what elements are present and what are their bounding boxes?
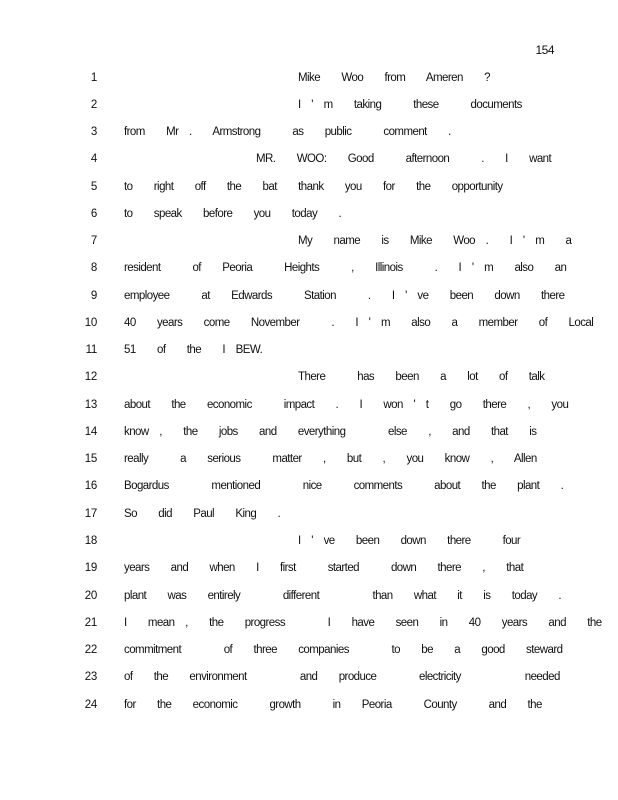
line-text: Mike Woo from Ameren ? — [298, 72, 491, 84]
line-number: 19 — [84, 562, 97, 574]
page-number: 154 — [535, 43, 554, 57]
transcript-line — [0, 288, 618, 304]
line-number: 23 — [84, 671, 97, 683]
line-text: employee at Edwards Station . I ' ve been down there — [124, 290, 565, 302]
line-text: MR. WOO: Good afternoon . I want — [256, 153, 552, 165]
transcript-line — [0, 124, 618, 140]
line-text: 40 years come November . I ' m also a member of Local — [124, 317, 594, 329]
transcript-line — [0, 179, 618, 195]
line-text: I mean , the progress I have seen in 40 years and the — [124, 617, 602, 629]
transcript-line — [0, 506, 618, 522]
line-text: know , the jobs and everything else , and that is — [124, 426, 537, 438]
line-text: really a serious matter , but , you know , Allen — [124, 453, 537, 465]
line-number: 22 — [84, 644, 97, 656]
transcript-line — [0, 451, 618, 467]
transcript-line — [0, 342, 618, 358]
line-number: 3 — [90, 126, 97, 138]
line-number: 12 — [84, 371, 97, 383]
line-text: So did Paul King . — [124, 508, 281, 520]
transcript-line — [0, 697, 618, 713]
transcript-line — [0, 560, 618, 576]
line-number: 1 — [90, 72, 97, 84]
line-text: about the economic impact . I won ' t go there , you — [124, 399, 569, 411]
transcript-line — [0, 206, 618, 222]
line-number: 7 — [90, 235, 97, 247]
line-text: years and when I first started down there , that — [124, 562, 524, 574]
line-text: commitment of three companies to be a good steward — [124, 644, 563, 656]
transcript-line — [0, 478, 618, 494]
transcript-line — [0, 260, 618, 276]
line-number: 10 — [84, 317, 97, 329]
line-text: 51 of the I BEW. — [124, 344, 263, 356]
line-number: 2 — [90, 99, 97, 111]
line-number: 8 — [90, 262, 97, 274]
line-text: to speak before you today . — [124, 208, 342, 220]
line-number: 11 — [85, 344, 97, 356]
transcript-line — [0, 615, 618, 631]
line-text: resident of Peoria Heights , Illinois . I ' m also an — [124, 262, 567, 274]
line-number: 5 — [90, 181, 97, 193]
line-number: 6 — [90, 208, 97, 220]
line-number: 9 — [90, 290, 97, 302]
line-number: 4 — [90, 153, 97, 165]
line-number: 21 — [84, 617, 97, 629]
line-text: I ' ve been down there four — [298, 535, 521, 547]
line-text: of the environment and produce electricity needed — [124, 671, 560, 683]
line-text: from Mr . Armstrong as public comment . — [124, 126, 451, 138]
transcript-line — [0, 151, 618, 167]
line-text: I ' m taking these documents — [298, 99, 522, 111]
transcript-line — [0, 424, 618, 440]
line-number: 20 — [84, 590, 97, 602]
transcript-line — [0, 588, 618, 604]
transcript-line — [0, 533, 618, 549]
transcript-line — [0, 315, 618, 331]
transcript-line — [0, 70, 618, 86]
line-number: 13 — [84, 399, 97, 411]
transcript-line — [0, 669, 618, 685]
transcript-line — [0, 397, 618, 413]
line-number: 17 — [84, 508, 97, 520]
line-number: 24 — [84, 699, 97, 711]
line-text: to right off the bat thank you for the opportunity — [124, 181, 503, 193]
line-number: 18 — [84, 535, 97, 547]
transcript-line — [0, 642, 618, 658]
transcript-line — [0, 97, 618, 113]
transcript-line — [0, 233, 618, 249]
line-number: 14 — [84, 426, 97, 438]
line-text: There has been a lot of talk — [298, 371, 545, 383]
line-text: Bogardus mentioned nice comments about the plant . — [124, 480, 564, 492]
transcript-line — [0, 369, 618, 385]
line-text: plant was entirely different than what it is today . — [124, 590, 562, 602]
line-text: for the economic growth in Peoria County and the — [124, 699, 542, 711]
line-text: My name is Mike Woo . I ' m a — [298, 235, 572, 247]
line-number: 15 — [84, 453, 97, 465]
line-number: 16 — [84, 480, 97, 492]
